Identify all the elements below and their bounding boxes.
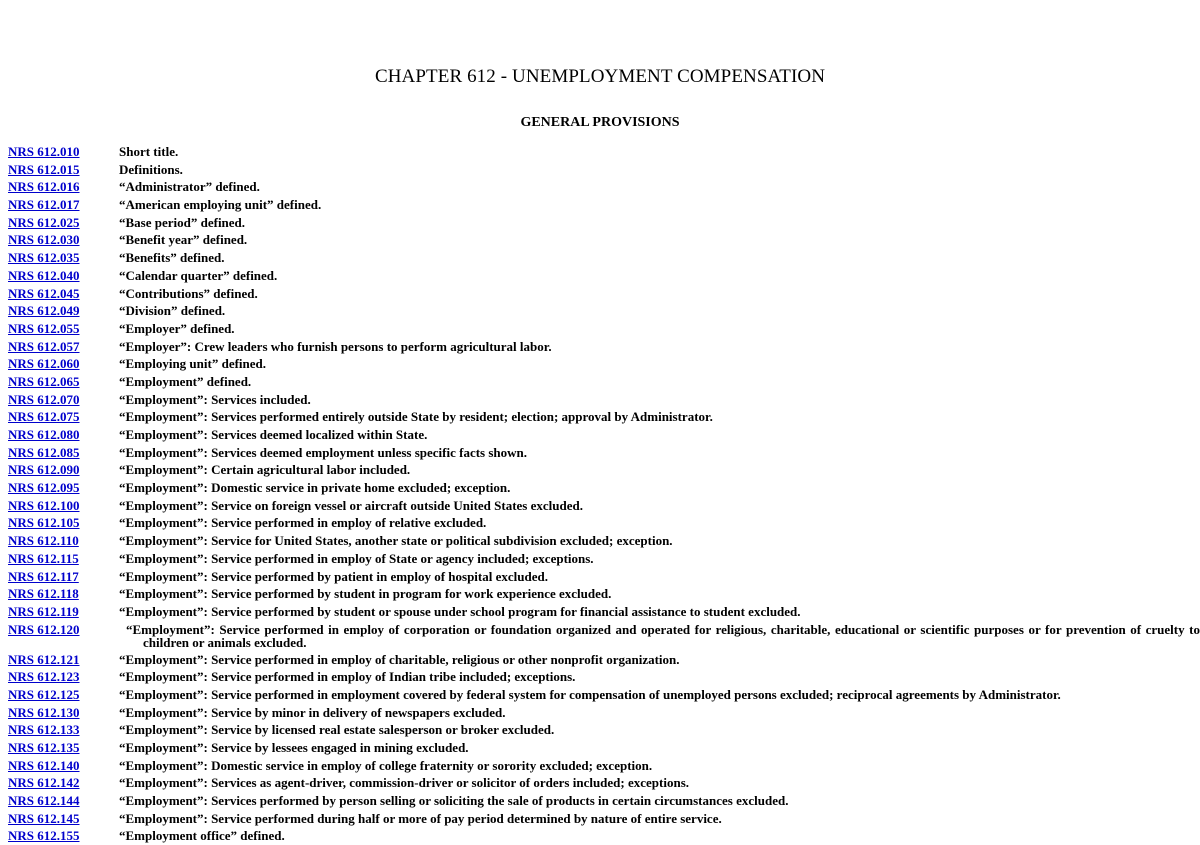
section-link[interactable]: NRS 612.123 <box>8 669 80 685</box>
section-row <box>8 568 1200 586</box>
section-link[interactable]: NRS 612.057 <box>8 338 80 354</box>
section-description: Definitions. <box>119 161 183 177</box>
section-description: Short title. <box>119 144 179 159</box>
section-row <box>8 355 1200 373</box>
section-description: “Employment”: Service performed in employ of Indian tribe included; exceptions. <box>119 669 576 685</box>
section-link[interactable]: NRS 612.100 <box>8 497 80 513</box>
section-description: “Employment”: Service performed during half or more of pay period determined by nature of entire service. <box>119 810 722 826</box>
section-row <box>8 603 1200 621</box>
section-row <box>8 143 1200 161</box>
section-link[interactable]: NRS 612.115 <box>8 550 79 566</box>
section-link[interactable]: NRS 612.016 <box>8 179 80 195</box>
section-link[interactable]: NRS 612.055 <box>8 320 80 336</box>
section-row <box>8 514 1200 532</box>
section-row <box>8 550 1200 568</box>
section-row <box>8 792 1200 810</box>
section-link[interactable]: NRS 612.049 <box>8 303 80 319</box>
section-row <box>8 320 1200 338</box>
section-description: “Employment”: Service performed in employ of charitable, religious or other nonprofit organization. <box>119 651 680 667</box>
section-row <box>8 231 1200 249</box>
section-row <box>8 338 1200 356</box>
section-link[interactable]: NRS 612.085 <box>8 444 80 460</box>
section-link[interactable]: NRS 612.060 <box>8 356 80 372</box>
section-row <box>8 302 1200 320</box>
section-row <box>8 196 1200 214</box>
section-description: “Benefits” defined. <box>119 250 225 266</box>
section-link[interactable]: NRS 612.140 <box>8 757 80 773</box>
section-link[interactable]: NRS 612.121 <box>8 651 80 667</box>
section-link[interactable]: NRS 612.035 <box>8 250 80 266</box>
section-row <box>8 532 1200 550</box>
section-link[interactable]: NRS 612.119 <box>8 603 79 619</box>
section-link[interactable]: NRS 612.017 <box>8 197 80 213</box>
section-description: “Division” defined. <box>119 303 226 319</box>
section-row <box>8 426 1200 444</box>
section-link[interactable]: NRS 612.155 <box>8 828 80 844</box>
section-link[interactable]: NRS 612.070 <box>8 391 80 407</box>
section-description: “Employment”: Service by lessees engaged in mining excluded. <box>119 740 469 755</box>
section-description: “Employment”: Services performed entirely outside State by resident; election; approval by Administrator. <box>119 409 713 425</box>
section-description: “Employment”: Service for United States, another state or political subdivision excluded; exception. <box>119 533 673 549</box>
section-link[interactable]: NRS 612.117 <box>8 568 79 584</box>
section-list <box>8 143 1200 845</box>
section-link[interactable]: NRS 612.145 <box>8 810 80 826</box>
section-description: “Base period” defined. <box>119 214 246 230</box>
section-row <box>8 704 1200 722</box>
section-link[interactable]: NRS 612.105 <box>8 515 80 531</box>
section-description: “Employment”: Service performed by student in program for work experience excluded. <box>119 586 612 602</box>
section-link[interactable]: NRS 612.133 <box>8 722 80 738</box>
section-row <box>8 285 1200 303</box>
section-description: “Employment”: Service performed in employ of relative excluded. <box>119 515 487 531</box>
section-link[interactable]: NRS 612.135 <box>8 740 80 755</box>
section-link[interactable]: NRS 612.015 <box>8 161 80 177</box>
section-link[interactable]: NRS 612.090 <box>8 462 80 478</box>
section-description: “Employment”: Domestic service in employ of college fraternity or sorority excluded; exception. <box>119 757 653 773</box>
section-description: “Employment”: Service by licensed real estate salesperson or broker excluded. <box>119 722 555 738</box>
chapter-title: CHAPTER 612 - UNEMPLOYMENT COMPENSATION <box>374 66 826 87</box>
section-description: “Employer”: Crew leaders who furnish persons to perform agricultural labor. <box>119 338 552 354</box>
section-link[interactable]: NRS 612.125 <box>8 686 80 702</box>
section-row <box>8 757 1200 775</box>
section-row <box>8 810 1200 828</box>
section-description: “Contributions” defined. <box>119 285 258 301</box>
section-row <box>8 178 1200 196</box>
section-row <box>8 408 1200 426</box>
section-description: “Employment office” defined. <box>119 828 285 844</box>
section-row <box>8 214 1200 232</box>
section-description: “Employing unit” defined. <box>119 356 267 372</box>
section-link[interactable]: NRS 612.045 <box>8 285 80 301</box>
section-row <box>8 739 1200 757</box>
section-description: “Benefit year” defined. <box>119 232 248 248</box>
section-row <box>8 479 1200 497</box>
section-row <box>8 721 1200 739</box>
section-link[interactable]: NRS 612.010 <box>8 144 80 159</box>
section-row <box>8 373 1200 391</box>
section-description: “Employment”: Service performed in employ of State or agency included; exceptions. <box>119 550 594 566</box>
section-row <box>8 827 1200 845</box>
section-link[interactable]: NRS 612.144 <box>8 793 80 809</box>
section-link[interactable]: NRS 612.110 <box>8 533 79 549</box>
section-link[interactable]: NRS 612.030 <box>8 232 80 248</box>
section-description: “Employment”: Services performed by person selling or soliciting the sale of products in certain circumstances excluded. <box>119 793 789 809</box>
section-heading: GENERAL PROVISIONS <box>520 115 680 130</box>
section-description: “Employment”: Service on foreign vessel or aircraft outside United States excluded. <box>119 497 583 513</box>
section-link[interactable]: NRS 612.120 <box>8 621 80 637</box>
section-row <box>8 497 1200 515</box>
section-row <box>8 461 1200 479</box>
section-row <box>8 391 1200 409</box>
section-row <box>8 621 1200 651</box>
section-link[interactable]: NRS 612.065 <box>8 373 80 389</box>
section-description: “Employment”: Certain agricultural labor included. <box>119 462 411 478</box>
section-row <box>8 161 1200 179</box>
section-link[interactable]: NRS 612.095 <box>8 480 80 496</box>
section-description: “Employment”: Service by minor in delivery of newspapers excluded. <box>119 704 506 720</box>
section-description: “Employment”: Services as agent-driver, commission-driver or solicitor of orders included; exceptions. <box>119 775 690 791</box>
section-description: “Calendar quarter” defined. <box>119 267 278 283</box>
section-description: “Employment”: Services included. <box>119 391 311 407</box>
section-row <box>8 444 1200 462</box>
section-description: “Employment”: Services deemed employment unless specific facts shown. <box>119 444 528 460</box>
section-row <box>8 249 1200 267</box>
section-description: “Employment” defined. <box>119 373 252 389</box>
section-link[interactable]: NRS 612.040 <box>8 267 80 283</box>
section-row <box>8 686 1200 704</box>
section-row <box>8 651 1200 669</box>
section-description: “American employing unit” defined. <box>119 197 322 213</box>
section-description: “Administrator” defined. <box>119 179 260 195</box>
section-description: “Employment”: Service performed in employment covered by federal system for compensation of unemployed persons excluded; reciprocal agreements by Administrator. <box>119 686 1061 702</box>
section-link[interactable]: NRS 612.025 <box>8 214 80 230</box>
section-description: “Employment”: Service performed in employ of corporation or foundation organized and operated for religious, charitable, educational or scientific purposes or for prevention of cruelty to children or animals excluded. <box>126 621 1200 650</box>
section-link[interactable]: NRS 612.118 <box>8 586 79 602</box>
section-link[interactable]: NRS 612.130 <box>8 704 80 720</box>
section-description: “Employment”: Service performed by patient in employ of hospital excluded. <box>119 568 548 584</box>
section-link[interactable]: NRS 612.075 <box>8 409 80 425</box>
section-row <box>8 668 1200 686</box>
section-row <box>8 774 1200 792</box>
section-description: “Employment”: Services deemed localized within State. <box>119 427 428 442</box>
section-description: “Employment”: Domestic service in private home excluded; exception. <box>119 480 511 496</box>
section-description: “Employment”: Service performed by student or spouse under school program for financial assistance to student excluded. <box>119 603 801 619</box>
section-link[interactable]: NRS 612.080 <box>8 427 80 442</box>
section-description: “Employer” defined. <box>119 320 235 336</box>
section-row <box>8 585 1200 603</box>
section-link[interactable]: NRS 612.142 <box>8 775 80 791</box>
section-row <box>8 267 1200 285</box>
